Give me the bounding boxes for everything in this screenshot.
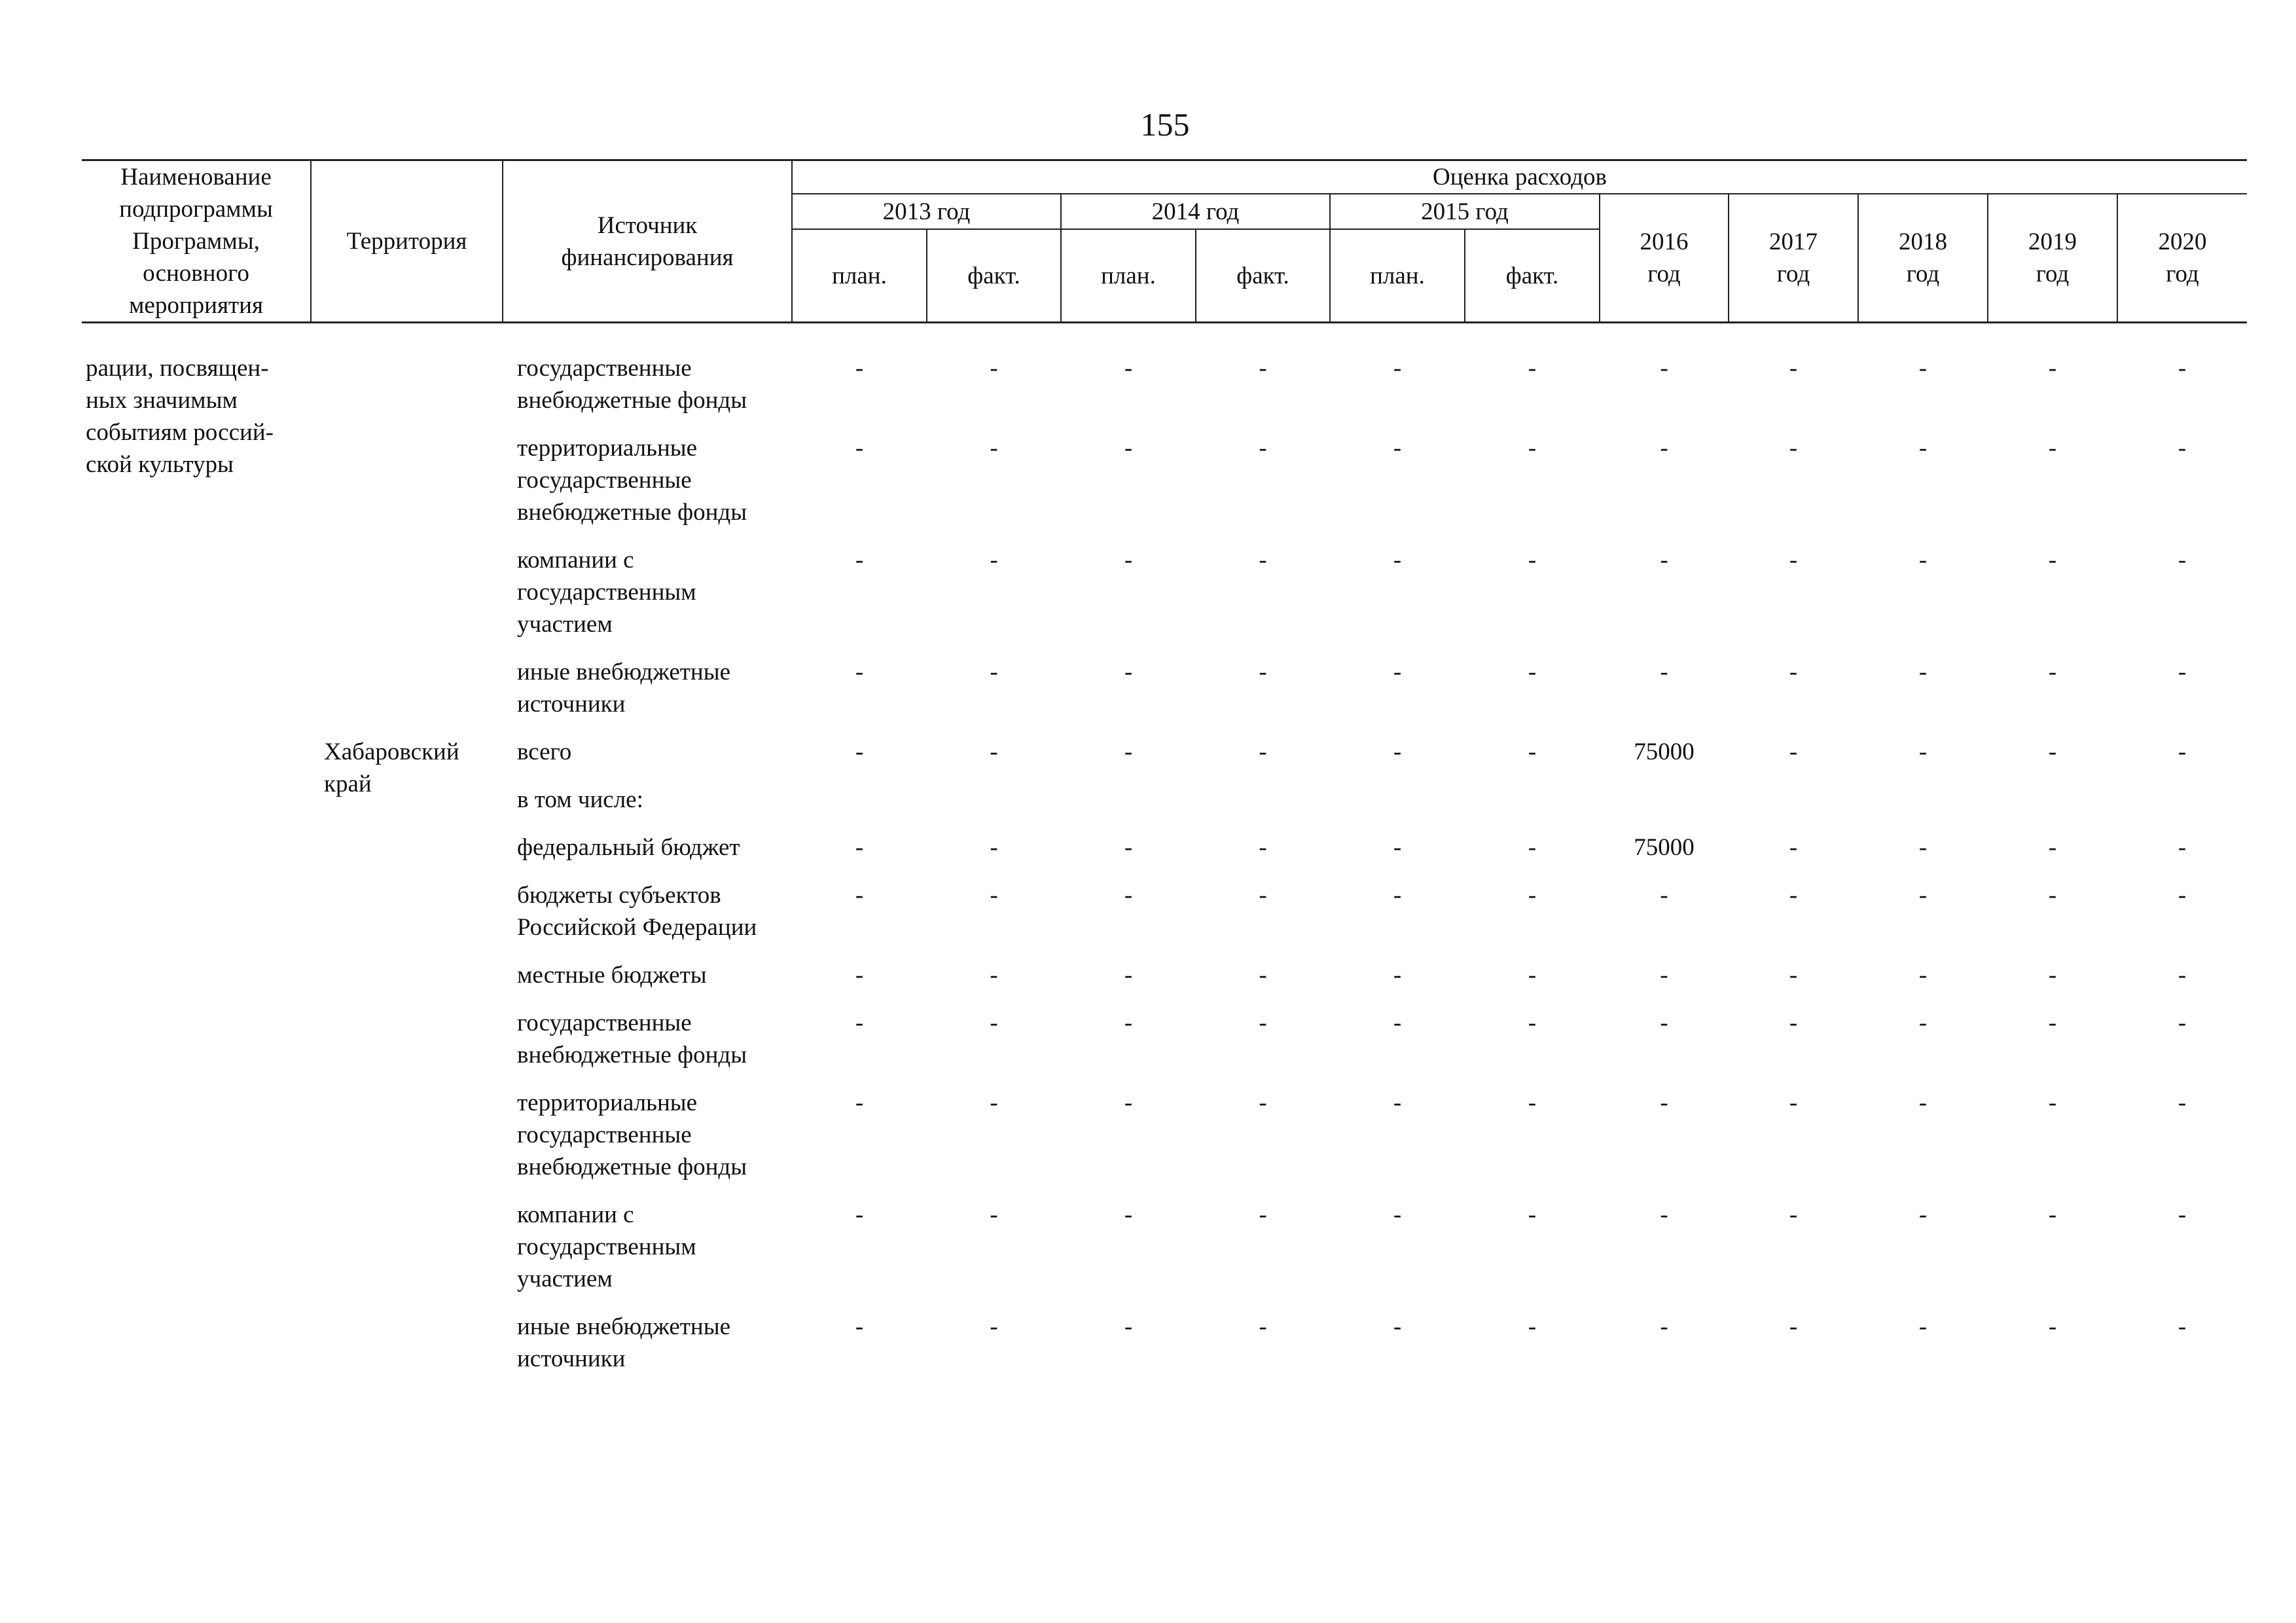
value-cell: - (1528, 547, 1537, 574)
header-year-2013: 2013 год (792, 194, 1061, 229)
funding-source-line: государственные (517, 1010, 692, 1036)
value-cell: - (2178, 547, 2187, 574)
territory-line: Хабаровский (324, 739, 459, 765)
value-cell: - (1259, 435, 1267, 462)
value-cell: - (1393, 355, 1402, 382)
funding-source-line: компании с (517, 1201, 634, 1228)
funding-source-line: внебюджетные фонды (517, 387, 747, 414)
funding-source-cell (503, 1311, 792, 1391)
funding-source-cell (503, 879, 792, 959)
header-year-2017 (1729, 194, 1858, 323)
value-cell: - (1528, 355, 1537, 382)
value-cell: - (1660, 659, 1668, 685)
value-cell: - (855, 739, 864, 765)
header-plan-2013: план. (792, 229, 927, 323)
activity-name-line: ных значимым (86, 387, 238, 414)
value-cell: - (1124, 739, 1133, 765)
value-cell: - (1789, 547, 1798, 574)
value-cell: - (1393, 435, 1402, 462)
value-cell: - (1918, 834, 1928, 861)
header-year-2014: 2014 год (1061, 194, 1330, 229)
funding-source-line: территориальные (517, 1089, 698, 1116)
value-cell: - (855, 1201, 864, 1228)
table-row (82, 352, 2247, 432)
value-cell: - (990, 739, 998, 765)
value-cell: - (2178, 659, 2187, 685)
value-cell: - (2048, 355, 2057, 382)
value-cell: - (1918, 739, 1928, 765)
header-year-unit: год (1906, 261, 1940, 287)
activity-name-line: рации, посвящен- (86, 355, 269, 382)
value-cell: - (2048, 882, 2057, 909)
value-cell: - (990, 1201, 998, 1228)
value-cell: - (1918, 1010, 1928, 1036)
page-number: 155 (1140, 106, 1190, 143)
value-cell: - (1259, 1010, 1267, 1036)
value-cell: - (1393, 882, 1402, 909)
value-cell: - (1528, 834, 1537, 861)
territory-cell (311, 736, 503, 1391)
table-body (82, 323, 2247, 1391)
funding-source-cell (503, 1199, 792, 1311)
value-cell: - (1789, 435, 1798, 462)
header-fact-2015: факт. (1465, 229, 1600, 323)
value-cell: - (1660, 882, 1668, 909)
value-cell: - (990, 659, 998, 685)
header-name-line: мероприятия (129, 292, 263, 319)
value-cell: - (1528, 1089, 1537, 1116)
funding-source-line: внебюджетные фонды (517, 499, 747, 526)
value-cell: - (2178, 962, 2187, 989)
value-cell: - (2178, 1201, 2187, 1228)
value-cell: - (990, 1313, 998, 1340)
funding-source-line: участием (517, 611, 613, 638)
value-cell: - (1528, 435, 1537, 462)
value-cell: - (1660, 962, 1668, 989)
funding-source-cell (503, 432, 792, 544)
value-cell: - (1393, 1089, 1402, 1116)
value-cell: - (1393, 1010, 1402, 1036)
value-cell: - (2048, 1089, 2057, 1116)
value-cell: - (2048, 1010, 2057, 1036)
value-cell: - (2178, 355, 2187, 382)
header-year-number: 2018 (1899, 228, 1947, 255)
funding-source-cell (503, 1087, 792, 1199)
value-cell: - (1660, 1010, 1668, 1036)
header-year-number: 2016 (1640, 228, 1689, 255)
value-cell: - (1124, 547, 1133, 574)
funding-source-line: государственным (517, 579, 696, 606)
funding-source-line: всего (517, 739, 572, 765)
value-cell: - (2178, 1313, 2187, 1340)
table-row (82, 736, 2247, 784)
value-cell: - (1393, 739, 1402, 765)
value-cell: - (1918, 882, 1928, 909)
funding-source-cell (503, 736, 792, 784)
value-cell: - (1124, 1010, 1133, 1036)
value-cell: - (1259, 962, 1267, 989)
header-year-2019 (1988, 194, 2117, 323)
header-expenses-group: Оценка расходов (792, 160, 2247, 194)
value-cell: - (1259, 1313, 1267, 1340)
value-cell: - (2178, 1089, 2187, 1116)
value-cell: - (1259, 659, 1267, 685)
funding-source-line: иные внебюджетные (517, 1313, 730, 1340)
activity-name-line: событиям россий- (86, 419, 274, 446)
value-cell: - (1124, 1089, 1133, 1116)
value-cell: - (1393, 834, 1402, 861)
header-year-number: 2020 (2158, 228, 2207, 255)
value-cell: - (1124, 1313, 1133, 1340)
header-territory: Территория (311, 160, 503, 323)
funding-source-line: внебюджетные фонды (517, 1154, 747, 1180)
value-cell: - (1528, 659, 1537, 685)
activity-name-cell (82, 352, 311, 736)
value-cell: - (2048, 659, 2057, 685)
funding-source-line: государственные (517, 467, 692, 494)
value-cell: - (1528, 1313, 1537, 1340)
value-cell: - (1660, 435, 1668, 462)
value-cell: - (855, 1089, 864, 1116)
value-cell (1196, 784, 1330, 831)
value-cell: 75000 (1634, 834, 1695, 861)
header-fact-2013: факт. (927, 229, 1061, 323)
funding-source-line: государственные (517, 355, 692, 382)
header-year-unit: год (2166, 261, 2199, 287)
header-year-unit: год (1647, 261, 1681, 287)
value-cell: - (990, 547, 998, 574)
value-cell: - (2178, 739, 2187, 765)
value-cell (1988, 784, 2117, 831)
funding-source-line: Российской Федерации (517, 914, 757, 941)
funding-source-line: территориальные (517, 435, 698, 462)
activity-name-cell (82, 736, 311, 1391)
header-plan-2015: план. (1330, 229, 1465, 323)
funding-source-cell (503, 959, 792, 1007)
value-cell: - (1789, 1010, 1798, 1036)
value-cell (2117, 784, 2247, 831)
header-source-line: финансирования (561, 244, 734, 271)
value-cell: - (2048, 739, 2057, 765)
value-cell: - (855, 962, 864, 989)
header-year-unit: год (1776, 261, 1810, 287)
value-cell: - (2048, 435, 2057, 462)
value-cell: - (2178, 834, 2187, 861)
value-cell: - (1918, 435, 1928, 462)
value-cell: - (855, 659, 864, 685)
value-cell: - (1528, 1201, 1537, 1228)
value-cell: - (1660, 1089, 1668, 1116)
value-cell: - (855, 547, 864, 574)
funding-source-line: бюджеты субъектов (517, 882, 721, 909)
header-fact-2014: факт. (1196, 229, 1330, 323)
value-cell: - (1528, 739, 1537, 765)
funding-source-cell (503, 544, 792, 656)
value-cell: - (1124, 435, 1133, 462)
header-plan-2014: план. (1061, 229, 1196, 323)
value-cell (1858, 784, 1988, 831)
header-year-2015: 2015 год (1330, 194, 1600, 229)
funding-source-cell (503, 831, 792, 879)
value-cell: - (1393, 1201, 1402, 1228)
value-cell: - (2048, 1313, 2057, 1340)
header-name-line: основного (143, 260, 249, 287)
value-cell: - (855, 1010, 864, 1036)
value-cell: - (1393, 547, 1402, 574)
funding-source-line: федеральный бюджет (517, 834, 740, 861)
value-cell: - (855, 882, 864, 909)
value-cell: 75000 (1634, 739, 1695, 765)
value-cell: - (2048, 547, 2057, 574)
value-cell: - (1789, 739, 1798, 765)
table-header (82, 160, 2247, 323)
value-cell: - (855, 435, 864, 462)
value-cell: - (1918, 962, 1928, 989)
value-cell: - (2048, 1201, 2057, 1228)
header-name (82, 160, 311, 323)
funding-source-line: источники (517, 1345, 626, 1372)
funding-source-line: источники (517, 691, 626, 718)
value-cell: - (1660, 1313, 1668, 1340)
value-cell: - (990, 834, 998, 861)
value-cell: - (990, 962, 998, 989)
value-cell (792, 784, 927, 831)
funding-source-cell (503, 1007, 792, 1087)
value-cell (927, 784, 1061, 831)
value-cell: - (1789, 1089, 1798, 1116)
value-cell: - (1124, 355, 1133, 382)
value-cell: - (855, 355, 864, 382)
value-cell: - (1918, 1201, 1928, 1228)
header-year-2018 (1858, 194, 1988, 323)
value-cell: - (1124, 962, 1133, 989)
value-cell: - (990, 882, 998, 909)
value-cell: - (2048, 962, 2057, 989)
value-cell: - (1789, 1313, 1798, 1340)
value-cell: - (1124, 882, 1133, 909)
funding-source-cell (503, 656, 792, 736)
value-cell: - (1259, 739, 1267, 765)
value-cell: - (1124, 834, 1133, 861)
territory-line: край (324, 771, 372, 797)
value-cell: - (855, 1313, 864, 1340)
value-cell: - (1393, 962, 1402, 989)
header-source-line: Источник (597, 211, 698, 239)
funding-source-line: иные внебюджетные (517, 659, 730, 685)
value-cell: - (1259, 1201, 1267, 1228)
header-year-number: 2017 (1769, 228, 1818, 255)
value-cell: - (1789, 1201, 1798, 1228)
funding-source-cell (503, 352, 792, 432)
value-cell: - (2178, 435, 2187, 462)
value-cell: - (1259, 1089, 1267, 1116)
value-cell: - (1789, 834, 1798, 861)
funding-source-cell (503, 784, 792, 831)
value-cell (1729, 784, 1858, 831)
value-cell: - (990, 1010, 998, 1036)
funding-source-line: участием (517, 1266, 613, 1292)
header-year-number: 2019 (2028, 228, 2077, 255)
value-cell: - (1528, 1010, 1537, 1036)
header-year-2020 (2117, 194, 2247, 323)
value-cell (1465, 784, 1600, 831)
header-name-line: Программы, (132, 228, 260, 255)
value-cell (1600, 784, 1729, 831)
value-cell: - (1528, 882, 1537, 909)
value-cell: - (1528, 962, 1537, 989)
header-name-line: Наименование (120, 164, 272, 191)
header-source (503, 160, 792, 323)
funding-source-line: в том числе: (517, 786, 643, 813)
value-cell: - (1789, 355, 1798, 382)
value-cell: - (1789, 962, 1798, 989)
value-cell: - (1918, 547, 1928, 574)
value-cell: - (1918, 1313, 1928, 1340)
funding-source-line: государственные (517, 1122, 692, 1148)
value-cell: - (990, 435, 998, 462)
funding-source-line: местные бюджеты (517, 962, 707, 989)
value-cell: - (1660, 1201, 1668, 1228)
activity-name-line: ской культуры (86, 451, 234, 478)
value-cell: - (1918, 1089, 1928, 1116)
value-cell: - (1918, 659, 1928, 685)
value-cell: - (2178, 1010, 2187, 1036)
value-cell: - (1124, 1201, 1133, 1228)
funding-source-line: внебюджетные фонды (517, 1042, 747, 1068)
value-cell: - (1789, 882, 1798, 909)
funding-source-line: государственным (517, 1233, 696, 1260)
header-year-2016 (1600, 194, 1729, 323)
value-cell: - (1259, 882, 1267, 909)
value-cell: - (1393, 1313, 1402, 1340)
value-cell (1330, 784, 1465, 831)
value-cell: - (990, 1089, 998, 1116)
value-cell: - (1393, 659, 1402, 685)
value-cell (1061, 784, 1196, 831)
territory-cell (311, 352, 503, 736)
value-cell: - (990, 355, 998, 382)
value-cell: - (1660, 547, 1668, 574)
value-cell: - (1259, 547, 1267, 574)
funding-source-line: компании с (517, 547, 634, 574)
value-cell: - (2048, 834, 2057, 861)
value-cell: - (1259, 834, 1267, 861)
value-cell: - (1259, 355, 1267, 382)
value-cell: - (855, 834, 864, 861)
value-cell: - (1789, 659, 1798, 685)
header-year-unit: год (2036, 261, 2070, 287)
value-cell: - (2178, 882, 2187, 909)
header-name-line: подпрограммы (119, 196, 273, 223)
expenses-table (82, 159, 2247, 1391)
value-cell: - (1124, 659, 1133, 685)
value-cell: - (1918, 355, 1928, 382)
value-cell: - (1660, 355, 1668, 382)
